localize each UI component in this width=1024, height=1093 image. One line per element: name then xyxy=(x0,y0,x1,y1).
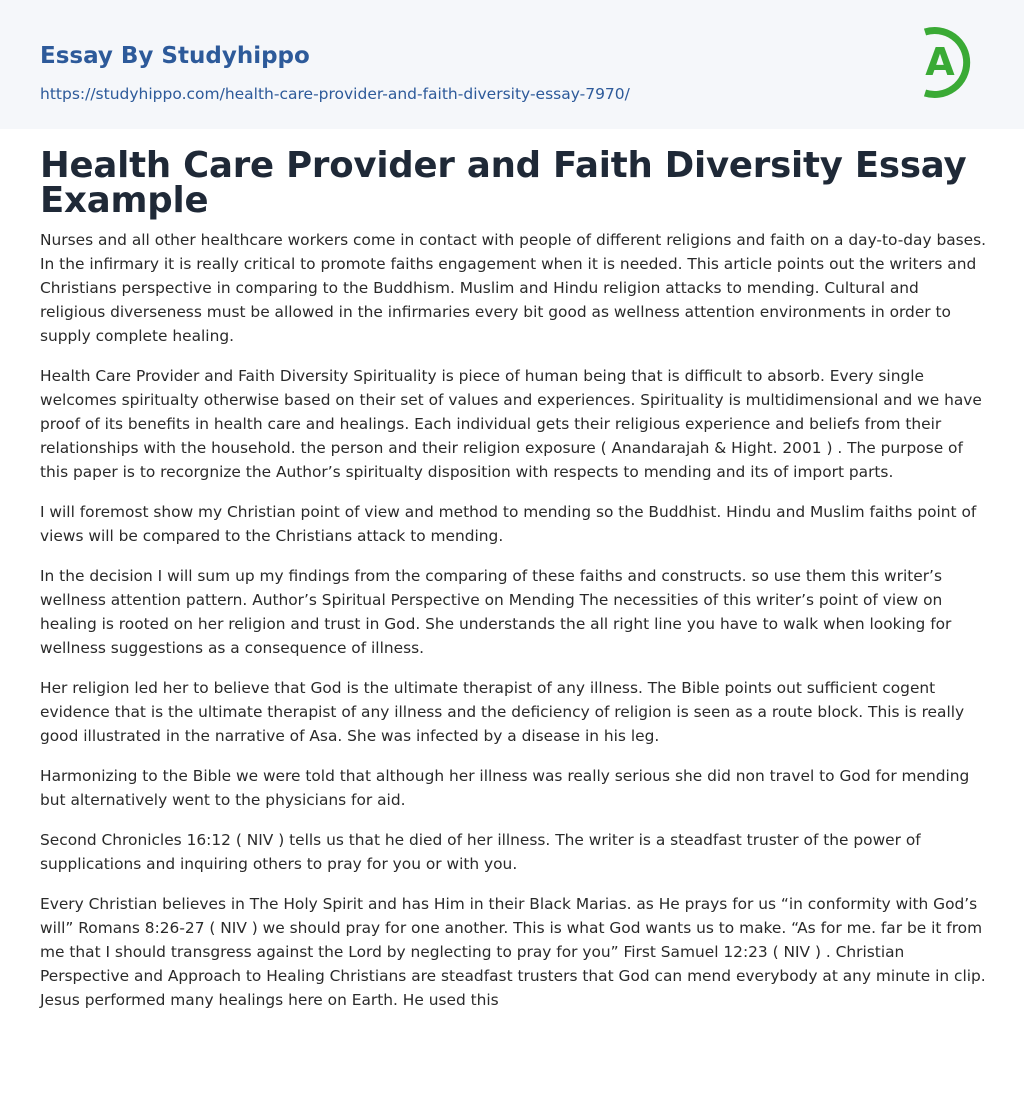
essay-paragraph: Her religion led her to believe that God is the ultimate therapist of any illness. The Bible points out sufficient cogent evidence that is the ultimate therapist of any illness and the deficiency of religion is seen as a route block. This is really good illustrated in the narrative of Asa. She was infected by a disease in his leg. xyxy=(40,679,965,745)
essay-paragraph: Every Christian believes in The Holy Spirit and has Him in their Black Marias. as He prays for us “in conformity with God’s will” Romans 8:26-27 ( NIV ) we should pray for one another. This is what God wants us to make. “As for me. far be it from me that I should transgress against the Lord by neglecting to pray for you” First Samuel 12:23 ( NIV ) . Christian Perspective and Approach to Healing Christians are steadfast trusters that God can mend everybody at any minute in clip. Jesus performed many healings here on Earth. He used this xyxy=(40,895,986,1009)
essay-url-link[interactable]: https://studyhippo.com/health-care-provider-and-faith-diversity-essay-7970/ xyxy=(40,85,630,103)
essay-paragraph: Health Care Provider and Faith Diversity Spirituality is piece of human being that is difficult to absorb. Every single welcomes spiritualty otherwise based on their set of values and experiences. Spirituality is multidimensional and we have proof of its benefits in health care and healings. Each individual gets their religious experience and beliefs from their relationships with the household. the person and their religion exposure ( Anandarajah & Hight. 2001 ) . The purpose of this paper is to recorgnize the Author’s spiritualty disposition with respects to mending and its of import parts. xyxy=(40,367,982,481)
essay-paragraph: I will foremost show my Christian point of view and method to mending so the Buddhist. Hindu and Muslim faiths point of views will be compared to the Christians attack to mending. xyxy=(40,503,977,545)
essay-paragraph: Harmonizing to the Bible we were told that although her illness was really serious she did non travel to God for mending but alternatively went to the physicians for aid. xyxy=(40,767,970,809)
essay-content xyxy=(40,145,988,1028)
essay-paragraph: Second Chronicles 16:12 ( NIV ) tells us that he died of her illness. The writer is a steadfast truster of the power of supplications and inquiring others to pray for you or with you. xyxy=(40,831,921,873)
site-header xyxy=(0,0,1024,129)
essay-paragraph: In the decision I will sum up my findings from the comparing of these faiths and constructs. so use them this writer’s wellness attention pattern. Author’s Spiritual Perspective on Mending The necessities of this writer’s point of view on healing is rooted on her religion and trust in God. She understands the all right line you have to walk when looking for wellness suggestions as a consequence of illness. xyxy=(40,567,952,657)
essay-title: Health Care Provider and Faith Diversity Essay Example xyxy=(40,145,967,221)
studyhippo-logo-icon[interactable] xyxy=(912,18,988,106)
site-brand[interactable]: Essay By Studyhippo xyxy=(40,43,310,69)
essay-paragraph: Nurses and all other healthcare workers come in contact with people of different religions and faith on a day-to-day bases. In the infirmary it is really critical to promote faiths engagement when it is needed. This article points out the writers and Christians perspective in comparing to the Buddhism. Muslim and Hindu religion attacks to mending. Cultural and religious diverseness must be allowed in the infirmaries every bit good as wellness attention environments in order to supply complete healing. xyxy=(40,231,987,345)
logo-letter: A xyxy=(925,40,955,84)
